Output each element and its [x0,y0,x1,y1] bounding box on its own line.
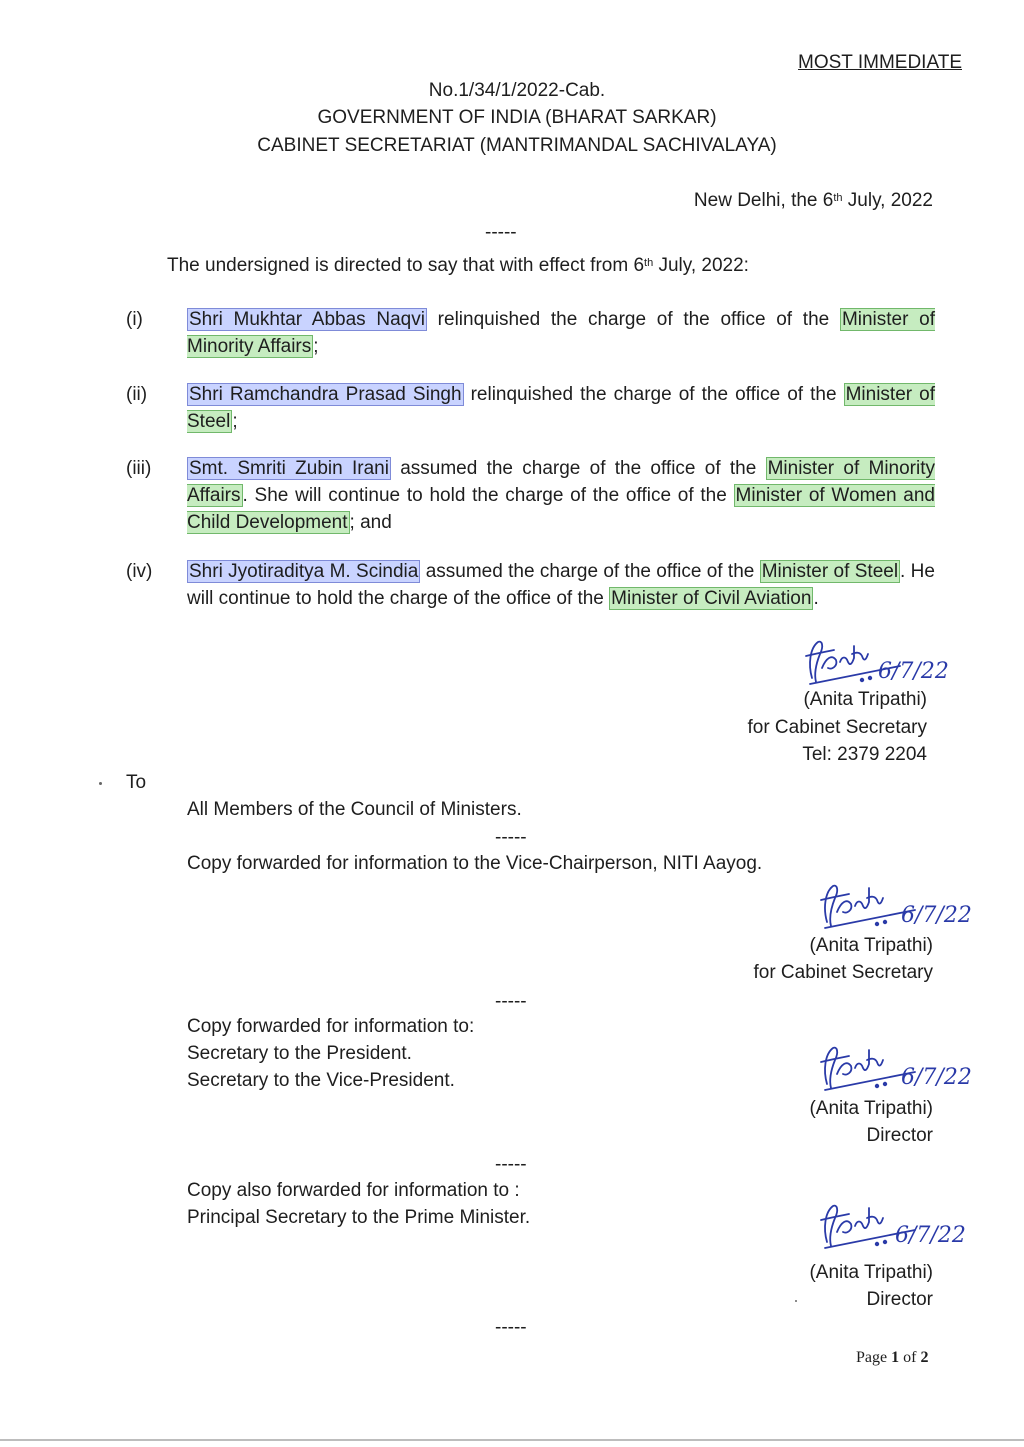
to-label: To [126,772,147,793]
separator: ----- [495,827,527,848]
office-name: Minister of Steel [187,384,936,432]
signatory-designation: for Cabinet Secretary [753,962,933,983]
intro-prefix: The undersigned is directed to say that with effect from 6 [167,255,645,276]
intro-suffix: July, 2022: [653,255,749,276]
signature-date: 6/7/22 [901,903,972,928]
date-prefix: New Delhi, the 6 [693,190,834,211]
signatory-name: (Anita Tripathi) [809,935,933,956]
signatory-designation: for Cabinet Secretary [747,717,927,738]
date-superscript: th [833,192,843,204]
item-text: relinquished the charge of the office of the [426,309,840,330]
signature-date: 6/7/22 [901,1065,972,1090]
item-text: . She will continue to hold the charge of the office of the [242,485,734,506]
separator: ----- [495,1154,527,1175]
of-word: of [899,1349,921,1366]
signatory-name: (Anita Tripathi) [809,1098,933,1119]
page-word: Page [856,1349,892,1366]
item-number: (ii) [126,384,148,405]
item-paragraph [187,381,935,435]
date-suffix: July, 2022 [842,190,933,211]
intro-sentence [167,252,749,279]
recipient-line: Secretary to the Vice-President. [187,1070,455,1091]
recipient-line: Secretary to the President. [187,1043,412,1064]
total-pages: 2 [920,1349,929,1366]
recipients: All Members of the Council of Ministers. [187,799,522,820]
separator: ----- [485,222,517,243]
signatory-telephone: Tel: 2379 2204 [802,744,927,765]
item-text: assumed the charge of the office of the [390,458,766,479]
item-text: ; [232,411,238,432]
copy-forwarded-heading: Copy forwarded for information to: [187,1016,475,1037]
person-name: Shri Ramchandra Prasad Singh [189,384,462,405]
office-name: Minister of Steel [761,561,899,582]
office-name: Minister of Minority Affairs [187,458,936,506]
scan-speck [99,782,102,785]
intro-superscript: th [644,257,654,269]
office-name: Minister of Women and Child Development [187,485,935,533]
handwritten-signature [815,876,980,934]
item-paragraph [187,455,935,536]
recipient-line: Principal Secretary to the Prime Minister. [187,1207,531,1228]
current-page: 1 [891,1349,900,1366]
signatory-designation: Director [866,1289,933,1310]
item-number: (i) [126,309,143,330]
item-text: ; and [349,512,392,533]
signatory-name: (Anita Tripathi) [809,1262,933,1283]
item-paragraph [187,306,935,360]
signatory-designation: Director [866,1125,933,1146]
item-text: . He will continue to hold the charge of the office of the [187,561,935,609]
item-paragraph [187,558,935,612]
government-line: GOVERNMENT OF INDIA (BHARAT SARKAR) [317,107,717,128]
item-text: relinquished the charge of the office of the [463,384,844,405]
item-text: ; [313,336,319,357]
separator: ----- [495,991,527,1012]
item-text: assumed the charge of the office of the [420,561,760,582]
department-line: CABINET SECRETARIAT (MANTRIMANDAL SACHIVALAYA) [257,135,777,156]
person-name: Shri Mukhtar Abbas Naqvi [189,309,425,330]
office-name: Minister of Minority Affairs [187,309,936,357]
person-name: Smt. Smriti Zubin Irani [189,458,389,479]
signatory-name: (Anita Tripathi) [803,689,927,710]
date-line [600,187,933,214]
signature-date: 6/7/22 [878,659,949,684]
office-name: Minister of Civil Aviation [611,588,812,609]
item-text: . [813,588,819,609]
separator: ----- [495,1317,527,1338]
scan-edge-line [0,1439,1024,1441]
handwritten-signature [815,1038,980,1096]
handwritten-signature [815,1196,980,1254]
priority-marking: MOST IMMEDIATE [798,52,962,73]
copy-forwarded-niti: Copy forwarded for information to the Vice-Chairperson, NITI Aayog. [187,853,763,874]
page-number [856,1346,928,1370]
copy-also-forwarded-heading: Copy also forwarded for information to : [187,1180,520,1201]
item-number: (iv) [126,561,153,582]
file-number: No.1/34/1/2022-Cab. [428,80,606,101]
handwritten-signature [800,634,960,692]
person-name: Shri Jyotiraditya M. Scindia [189,561,419,582]
item-number: (iii) [126,458,152,479]
signature-date: 6/7/22 [895,1223,966,1248]
